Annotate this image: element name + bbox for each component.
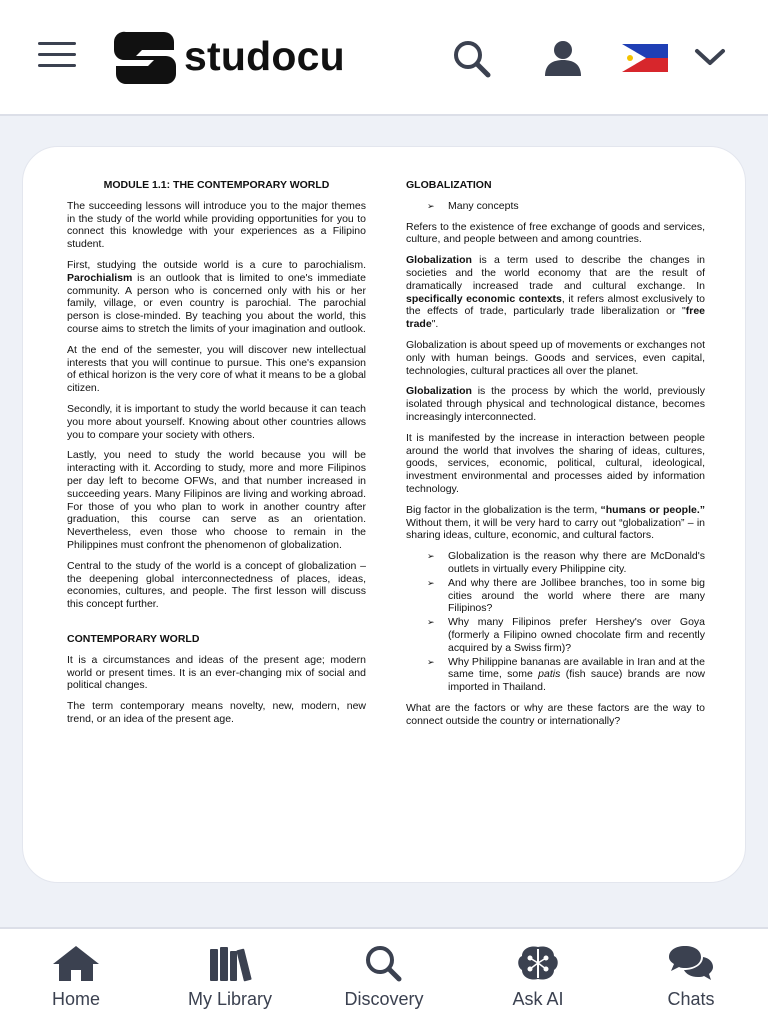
nav-my-library[interactable] [165,943,295,1010]
home-icon [50,943,102,983]
nav-label: Home [51,989,100,1009]
list-item: ➢ Why many Filipinos prefer Hershey's over Goya (formerly a Filipino owned chocolate firm and recently acquired by a Swiss firm)? [406,616,705,654]
paragraph: Lastly, you need to study the world because you will be interacting with it. According to study, more and more Filipinos per day left to become OFWs, and that number increased in succeeding years. Many Filipinos are living and working abroad. For those of you who plan to work in another country after graduation, this course can serve as an orientation. Nevertheless, even those who choose to remain in the Philippines must confront the phenomenon of globalization. [67,449,366,551]
right-column [406,179,705,735]
search-icon [358,943,410,983]
bullet-list [406,200,705,213]
paragraph: It is manifested by the increase in interaction between people around the world that involves the sharing of ideas, cultures, goods, services, economic, political, cultural, ideological, investment environmental and processes aided by information technology. [406,431,705,495]
nav-home[interactable] [11,943,141,1010]
list-item: ➢ Globalization is the reason why there are McDonald's outlets in virtually every Philippine city. [406,550,705,576]
paragraph: Refers to the existence of free exchange of goods and services, culture, and people between and among countries. [406,220,705,246]
module-title: MODULE 1.1: THE CONTEMPORARY WORLD [103,179,330,191]
search-icon[interactable] [450,38,494,78]
paragraph: Globalization is about speed up of movements or exchanges not only with human beings. Goods and services, even capital, technologies, cultural practices all over the planet. [406,338,705,377]
nav-label: Chats [667,989,715,1009]
studocu-logo-mark-icon [112,30,178,86]
list-item: ➢ And why there are Jollibee branches, too in some big cities around the world where there are many Filipinos? [406,577,705,615]
philippines-flag-icon[interactable] [622,44,668,72]
bullet-list [406,550,705,694]
section-heading: GLOBALIZATION [406,179,492,191]
paragraph: Central to the study of the world is a concept of globalization – the deepening global interconnectedness of places, ideas, economies, cultures, and people. The first lesson will discuss this concept further. [67,559,366,611]
paragraph: First, studying the outside world is a cure to parochialism. Parochialism is an outlook that is limited to one's immediate community. A person who is concerned only with his or her family, village, or even country is parochial. The parochial person is close-minded. By teaching you about the world, this course aims to stretch the limits of your imagination and outlook. [67,258,366,335]
nav-ask-ai[interactable] [473,943,603,1010]
chat-icon [665,943,717,983]
nav-discovery[interactable] [319,943,449,1010]
nav-label: Ask AI [512,989,564,1009]
nav-label: Discovery [344,989,424,1009]
menu-icon[interactable] [38,42,76,72]
user-icon[interactable] [541,38,585,78]
studocu-logo[interactable] [112,30,345,86]
paragraph: Globalization is the process by which the world, previously isolated through physical and technological distance, becomes increasingly interconnected. [406,385,705,423]
paragraph: Globalization is a term used to describe the changes in societies and the world economy that are the result of dramatically increased trade and cultural exchange. In specifically economic contexts, it refers almost exclusively to the effects of trade, particularly trade liberalization or "free trade". [406,254,705,331]
top-bar [0,0,768,116]
paragraph: Big factor in the globalization is the term, “humans or people.” Without them, it will be very hard to carry out “globalization” – in sharing ideas, culture, economic, and cultural factors. [406,503,705,542]
paragraph: It is a circumstances and ideas of the present age; modern world or present times. It is an ever-changing mix of social and political changes. [67,653,366,692]
list-item: ➢ Why Philippine bananas are available in Iran and at the same time, some patis (fish sauce) brands are now imported in Thailand. [406,656,705,694]
brand-name: studocu [184,32,345,79]
chevron-down-icon[interactable] [692,44,728,70]
left-column [67,179,366,734]
paragraph: What are the factors or why are these factors are the way to connect outside the country or internationally? [406,701,705,727]
library-icon [204,943,256,983]
paragraph: At the end of the semester, you will discover new intellectual interests that you will continue to pursue. This one's expansion of ethical horizon is the very core of what it means to be a global citizen. [67,343,366,395]
section-heading: CONTEMPORARY WORLD [67,632,200,645]
brain-icon [512,943,564,983]
document-page[interactable] [22,146,746,883]
bottom-navigation [0,927,768,1024]
paragraph: The term contemporary means novelty, new, modern, new trend, or an idea of the present age. [67,700,366,725]
nav-label: My Library [187,989,272,1009]
paragraph: Secondly, it is important to study the world because it can teach you more about yourself. Knowing about other countries allows you to compare your society with others. [67,402,366,441]
paragraph: The succeeding lessons will introduce you to the major themes in the study of the world while providing opportunities for you to connect this knowledge with your experiences as a Filipino student. [67,199,366,251]
list-item: ➢ Many concepts [406,200,705,213]
nav-chats[interactable] [626,943,756,1010]
